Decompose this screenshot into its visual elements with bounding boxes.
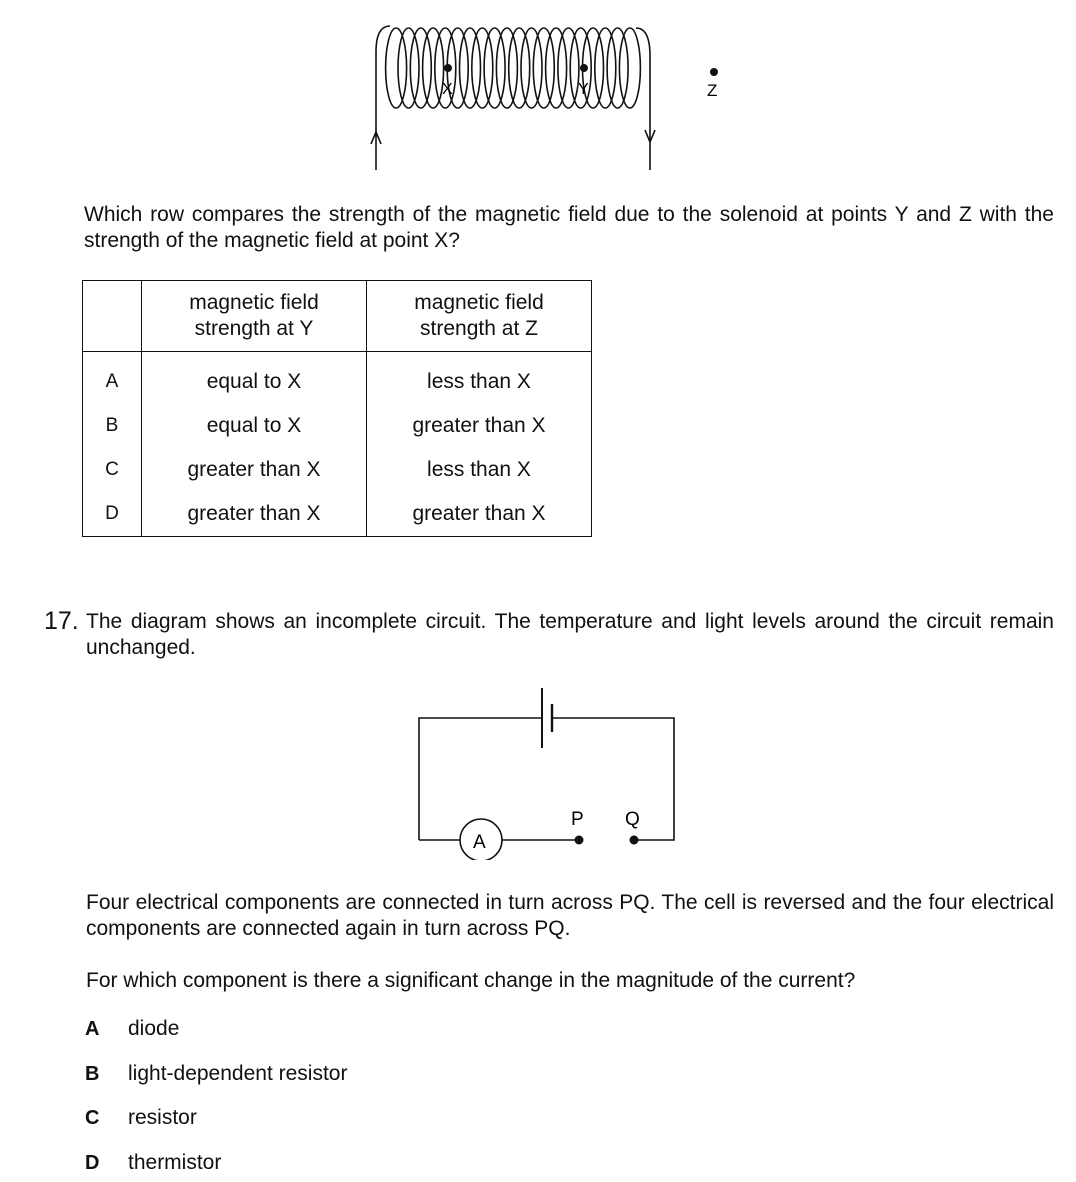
cell-z: less than X <box>367 352 592 405</box>
terminal-q-dot <box>630 836 639 845</box>
wire-left <box>419 718 542 840</box>
terminal-p-dot <box>575 836 584 845</box>
coil-loop <box>521 28 542 108</box>
coil-loop <box>619 28 640 108</box>
row-key: D <box>83 492 142 537</box>
solenoid-coils <box>386 28 641 108</box>
coil-loop <box>398 28 419 108</box>
q16-question: Which row compares the strength of the magnetic field due to the solenoid at points Y and Z with the strength of the magnetic field at point X? <box>84 203 1054 252</box>
table-row <box>83 404 592 448</box>
point-y-label: Y <box>578 81 589 98</box>
point-y-dot <box>580 64 588 72</box>
point-z-label: Z <box>707 81 718 100</box>
coil-loop <box>607 28 628 108</box>
row-key: B <box>83 404 142 448</box>
row-key: A <box>83 352 142 405</box>
cell-z: less than X <box>367 448 592 492</box>
coil-loop <box>472 28 493 108</box>
coil-loop <box>423 28 444 108</box>
point-x-dot <box>444 64 452 72</box>
option-d-key: D <box>85 1152 100 1174</box>
header-field-z: magnetic field strength at Z <box>367 281 592 352</box>
q17-question: For which component is there a significant change in the magnitude of the current? <box>86 969 856 992</box>
point-x-label: X <box>442 81 453 98</box>
q17-number: 17. <box>44 607 79 635</box>
option-c-key: C <box>85 1107 100 1129</box>
option-b-key: B <box>85 1063 100 1085</box>
row-key: C <box>83 448 142 492</box>
terminal-q-label: Q <box>625 809 640 830</box>
coil-loop <box>558 28 579 108</box>
table-corner-cell <box>83 281 142 352</box>
circuit-diagram <box>410 680 690 860</box>
option-b-label: light-dependent resistor <box>128 1062 348 1085</box>
option-a-key: A <box>85 1018 100 1040</box>
cell-y: greater than X <box>142 448 367 492</box>
table-row <box>83 448 592 492</box>
coil-loop <box>546 28 567 108</box>
solenoid-left-lead <box>376 26 390 170</box>
cell-y: equal to X <box>142 404 367 448</box>
ammeter-label: A <box>473 832 486 853</box>
coil-loop <box>509 28 530 108</box>
coil-loop <box>386 28 407 108</box>
coil-loop <box>410 28 431 108</box>
coil-loop <box>496 28 517 108</box>
terminal-p-label: P <box>571 809 584 830</box>
cell-z: greater than X <box>367 404 592 448</box>
coil-loop <box>484 28 505 108</box>
cell-y: greater than X <box>142 492 367 537</box>
cell-y: equal to X <box>142 352 367 405</box>
option-c-label: resistor <box>128 1106 197 1129</box>
option-a-label: diode <box>128 1017 180 1040</box>
option-d-label: thermistor <box>128 1151 222 1174</box>
q17-paragraph: Four electrical components are connected in turn across PQ. The cell is reversed and the four electrical components are connected again in turn across PQ. <box>86 891 1054 940</box>
coil-loop <box>595 28 616 108</box>
cell-z: greater than X <box>367 492 592 537</box>
solenoid-right-lead <box>636 28 650 170</box>
header-field-y: magnetic field strength at Y <box>142 281 367 352</box>
coil-loop <box>533 28 554 108</box>
solenoid-diagram <box>360 12 740 182</box>
table-row <box>83 492 592 537</box>
point-z-dot <box>710 68 718 76</box>
coil-loop <box>460 28 481 108</box>
table-row <box>83 352 592 405</box>
q16-answer-table <box>82 280 592 537</box>
q17-intro: The diagram shows an incomplete circuit. The temperature and light levels around the circuit remain unchanged. <box>86 610 1054 659</box>
